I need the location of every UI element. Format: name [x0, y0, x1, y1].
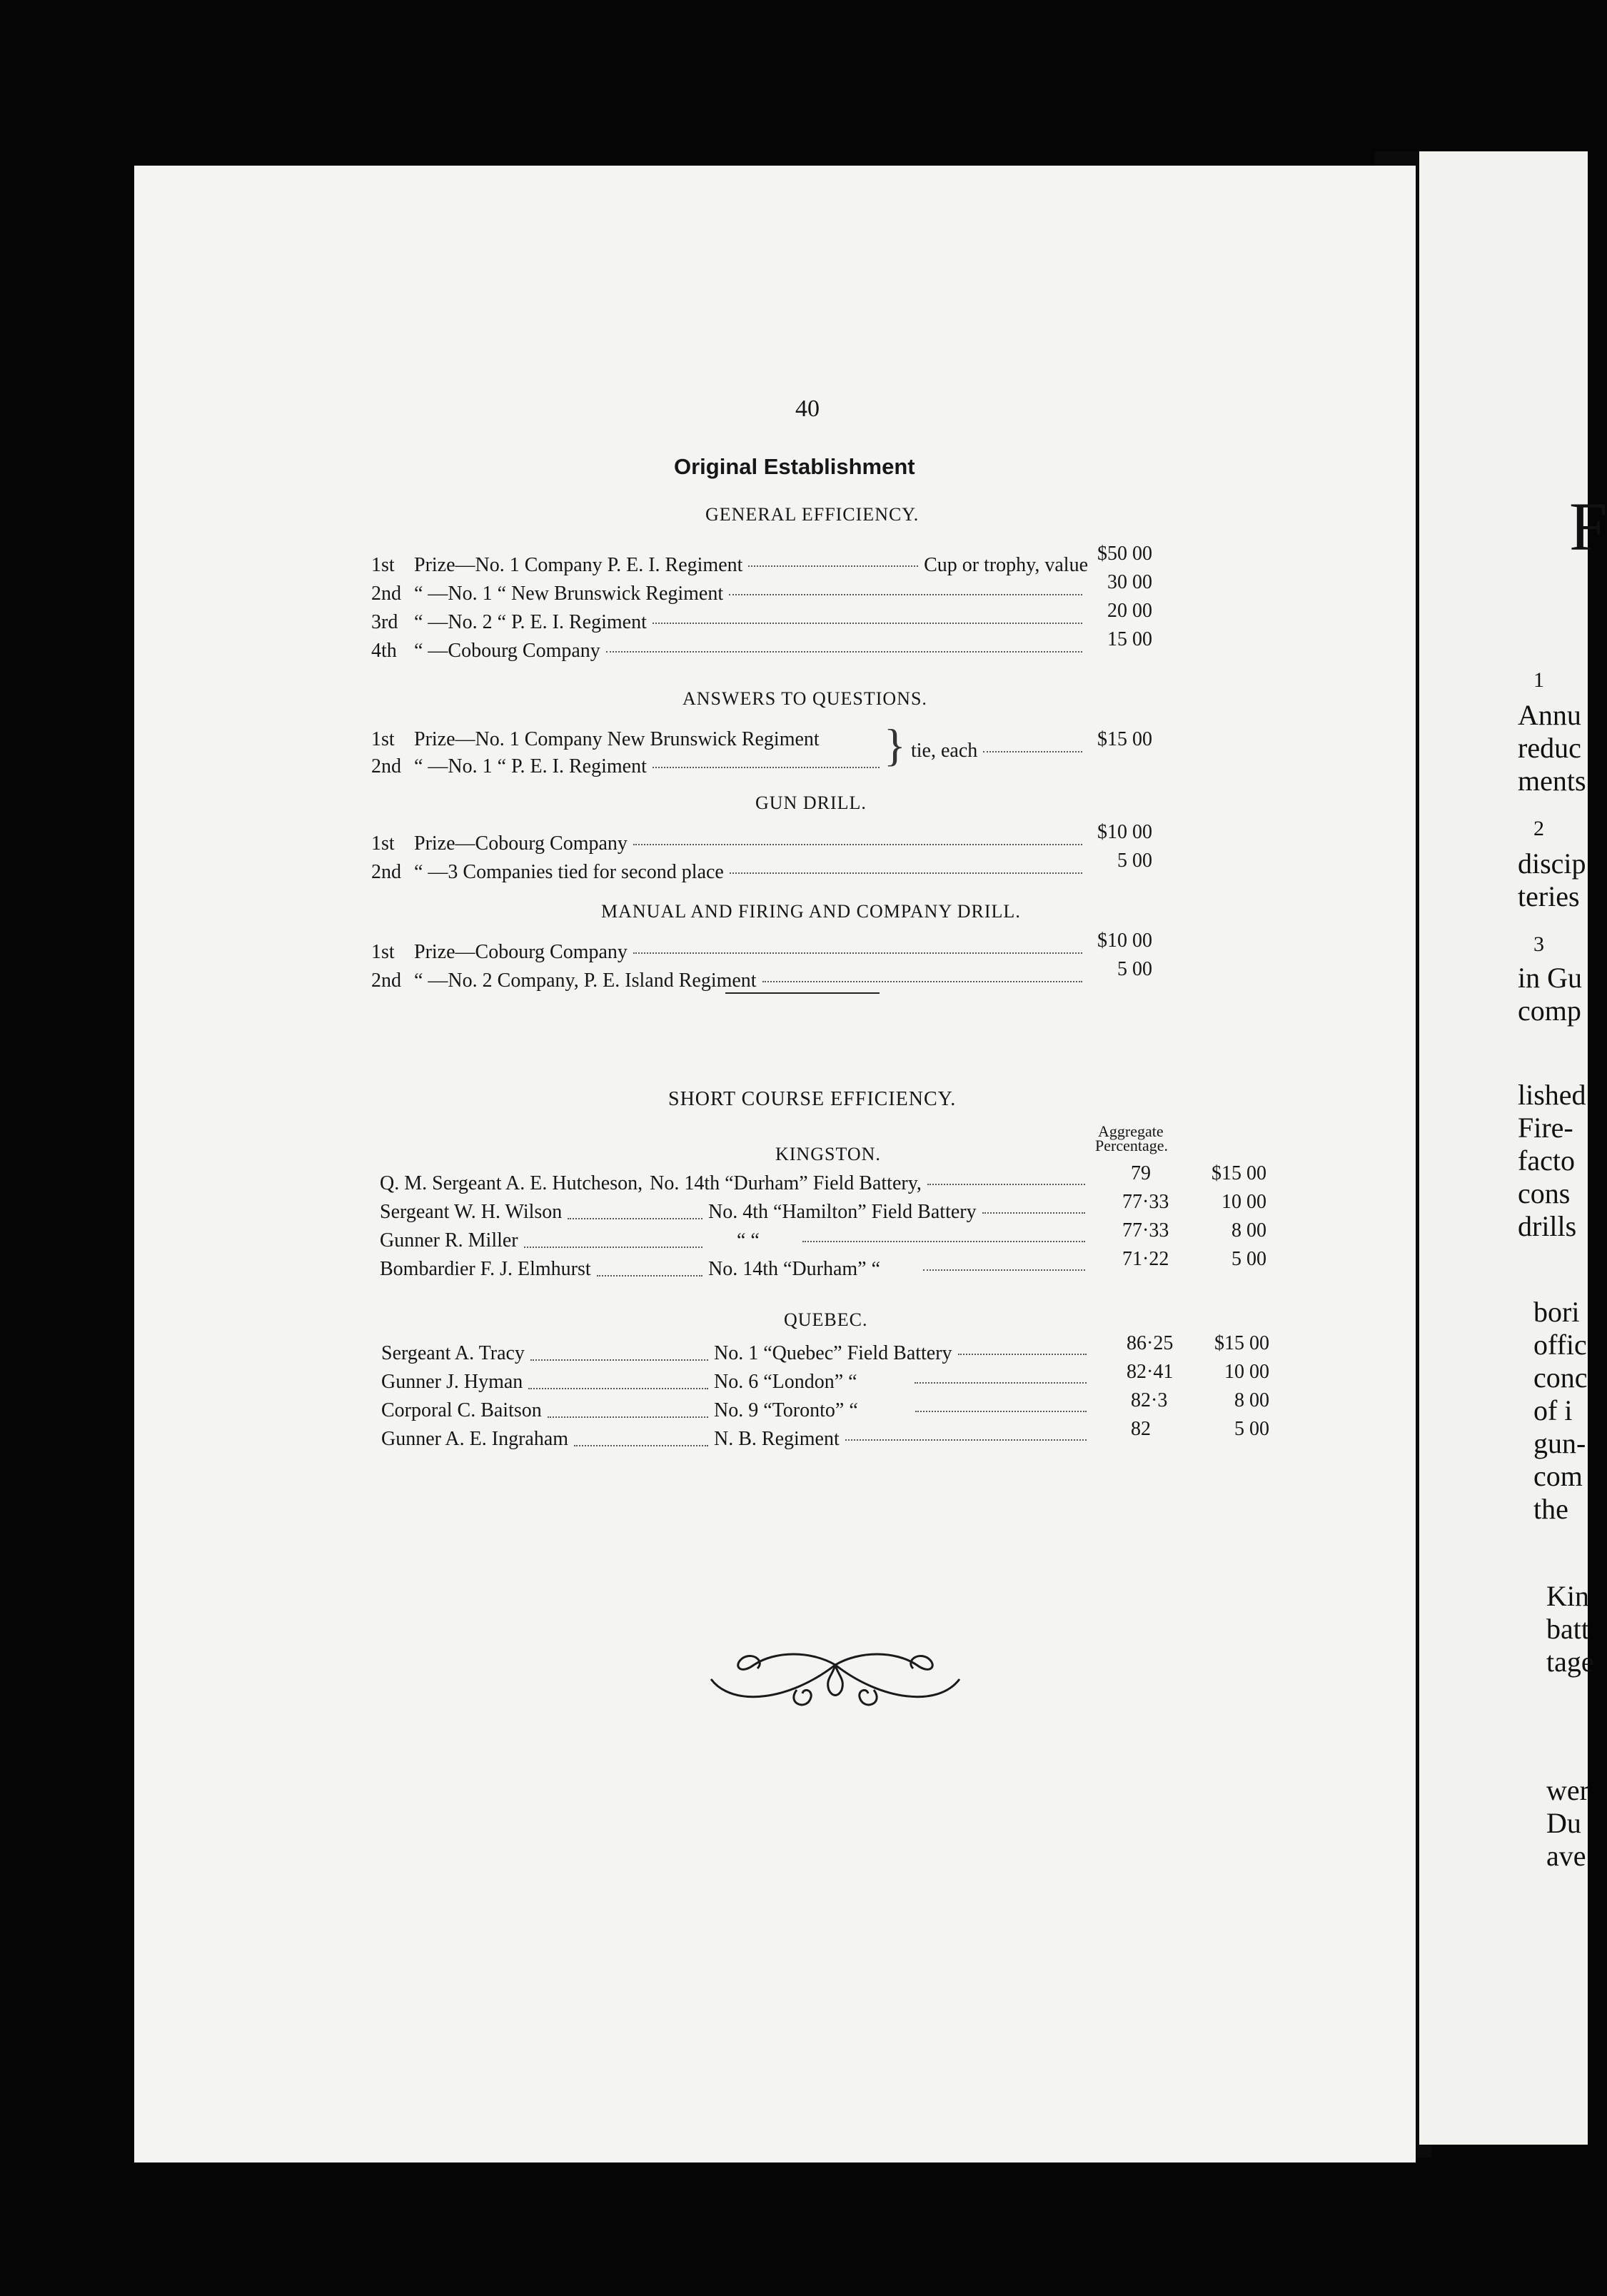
prize-amount: 5 00	[1117, 958, 1152, 980]
prize-amount: 10 00	[1224, 1361, 1269, 1383]
prize-amount: 8 00	[1231, 1219, 1266, 1242]
facing-page-fragment: reduc	[1518, 732, 1581, 764]
table-row: Q. M. Sergeant A. E. Hutcheson, No. 14th “Durham” Field Battery,	[380, 1172, 1091, 1201]
prize-amount: $15 00	[1097, 728, 1152, 750]
document-page	[134, 166, 1416, 2162]
aggregate-percentage: 77·33	[1122, 1191, 1169, 1213]
facing-page	[1419, 151, 1607, 2145]
facing-page-fragment: 3	[1533, 932, 1544, 956]
subheading-quebec: QUEBEC.	[784, 1309, 868, 1330]
facing-page-fragment: comp	[1518, 995, 1581, 1027]
table-row: Gunner A. E. Ingraham N. B. Regiment	[381, 1428, 1092, 1456]
prize-amount: 8 00	[1234, 1389, 1269, 1411]
facing-page-fragment: Fire-	[1518, 1112, 1573, 1144]
facing-page-fragment: the	[1533, 1493, 1568, 1525]
scroll-ornament-icon	[704, 1636, 967, 1715]
list-item: tie, each	[911, 740, 1088, 768]
facing-page-fragment: Kin	[1546, 1580, 1589, 1612]
prize-amount: 5 00	[1117, 850, 1152, 872]
facing-page-fragment: 1	[1533, 668, 1544, 692]
column-header-percentage: Percentage.	[1095, 1137, 1168, 1154]
facing-page-fragment: wer	[1546, 1774, 1589, 1806]
prize-amount: $15 00	[1211, 1162, 1266, 1184]
table-row: Gunner R. Miller “ “	[380, 1229, 1091, 1258]
list-item: 2nd “ —3 Companies tied for second place	[371, 861, 1088, 890]
facing-page-fragment: lished	[1518, 1079, 1586, 1111]
facing-page-fragment: cons	[1518, 1177, 1571, 1209]
facing-page-fragment: conc	[1533, 1361, 1588, 1394]
facing-page-fragment: of i	[1533, 1394, 1573, 1426]
aggregate-percentage: 82·41	[1127, 1361, 1174, 1383]
page-number: 40	[795, 396, 820, 422]
prize-amount: 5 00	[1231, 1248, 1266, 1270]
aggregate-percentage: 82	[1131, 1418, 1151, 1440]
tie-brace: }	[884, 720, 906, 770]
facing-page-fragment: drills	[1518, 1210, 1577, 1242]
table-row: Corporal C. Baitson No. 9 “Toronto” “	[381, 1399, 1092, 1428]
prize-amount: 10 00	[1221, 1191, 1266, 1213]
facing-page-fragment: Du	[1546, 1807, 1581, 1839]
table-row: Gunner J. Hyman No. 6 “London” “	[381, 1371, 1092, 1399]
facing-page-fragment: facto	[1518, 1144, 1575, 1177]
table-row: Sergeant W. H. Wilson No. 4th “Hamilton” Field Battery	[380, 1201, 1091, 1229]
list-item: 2nd “ —No. 1 “ New Brunswick Regiment	[371, 583, 1088, 611]
list-item: 1st Prize—No. 1 Company New Brunswick Regiment	[371, 728, 820, 750]
aggregate-percentage: 79	[1131, 1162, 1151, 1184]
facing-page-fragment: ave	[1546, 1840, 1586, 1872]
facing-page-fragment: com	[1533, 1460, 1583, 1492]
aggregate-percentage: 86·25	[1127, 1332, 1174, 1354]
list-item: 1st Prize—Cobourg Company	[371, 941, 1088, 970]
list-item: 1st Prize—Cobourg Company	[371, 832, 1088, 861]
aggregate-percentage: 82·3	[1131, 1389, 1168, 1411]
section-heading-short-course: SHORT COURSE EFFICIENCY.	[668, 1088, 957, 1110]
aggregate-percentage: 77·33	[1122, 1219, 1169, 1242]
facing-page-fragment: F	[1569, 488, 1607, 565]
facing-page-fragment: gun-	[1533, 1427, 1586, 1459]
table-row: Bombardier F. J. Elmhurst No. 14th “Durham” “	[380, 1258, 1091, 1287]
facing-page-fragment: tage	[1546, 1646, 1594, 1678]
page-title: Original Establishment	[674, 454, 915, 479]
aggregate-percentage: 71·22	[1122, 1248, 1169, 1270]
facing-page-fragment: 2	[1533, 817, 1544, 840]
prize-amount: 20 00	[1107, 600, 1152, 622]
section-heading-manual-drill: MANUAL AND FIRING AND COMPANY DRILL.	[601, 901, 1021, 922]
list-item: 2nd “ —No. 2 Company, P. E. Island Regiment	[371, 970, 1088, 998]
facing-page-fragment: Annu	[1518, 699, 1581, 731]
list-item: 2nd “ —No. 1 “ P. E. I. Regiment	[371, 755, 885, 784]
section-divider	[725, 992, 880, 994]
prize-amount: $10 00	[1097, 821, 1152, 843]
facing-page-fragment: in Gu	[1518, 962, 1582, 994]
facing-page-fragment: teries	[1518, 880, 1580, 912]
facing-page-fragment: bori	[1533, 1296, 1580, 1328]
facing-page-fragment: batt	[1546, 1613, 1589, 1645]
section-heading-gun-drill: GUN DRILL.	[755, 792, 867, 813]
section-heading-general-efficiency: GENERAL EFFICIENCY.	[705, 504, 920, 525]
list-item: 1st Prize—No. 1 Company P. E. I. Regiment Cup or trophy, value	[371, 554, 1088, 576]
list-item: 4th “ —Cobourg Company	[371, 640, 1088, 668]
prize-amount: $10 00	[1097, 930, 1152, 952]
table-row: Sergeant A. Tracy No. 1 “Quebec” Field Battery	[381, 1342, 1092, 1371]
facing-page-fragment: ments	[1518, 765, 1586, 797]
list-item: 3rd “ —No. 2 “ P. E. I. Regiment	[371, 611, 1088, 640]
prize-amount: $50 00	[1097, 543, 1152, 565]
facing-page-fragment: discip	[1518, 847, 1586, 880]
prize-amount: $15 00	[1214, 1332, 1269, 1354]
subheading-kingston: KINGSTON.	[775, 1144, 881, 1164]
prize-amount: 5 00	[1234, 1418, 1269, 1440]
section-heading-answers: ANSWERS TO QUESTIONS.	[682, 688, 927, 709]
column-header-aggregate: Aggregate	[1098, 1122, 1164, 1140]
prize-amount: 15 00	[1107, 628, 1152, 650]
facing-page-fragment: offic	[1533, 1329, 1587, 1361]
prize-amount: 30 00	[1107, 571, 1152, 593]
